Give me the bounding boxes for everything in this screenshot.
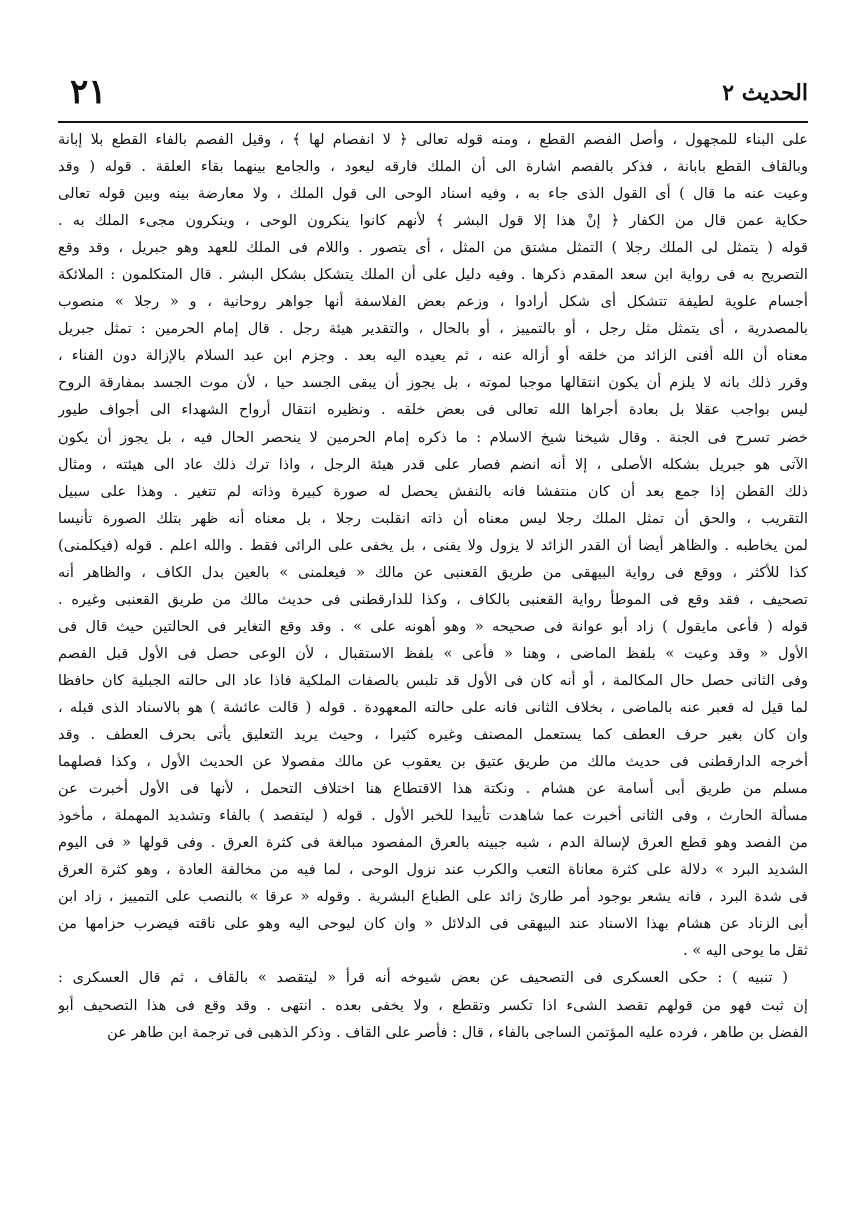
commentary-text [58, 126, 808, 1046]
text-line: أخرجه الدارقطنى فى حديث مالك من طريق عتيق بن يعقوب عن مالك مفصولا عن الحديث الأول ، وكذا فصلهما [58, 753, 808, 771]
text-line: التصريح به فى رواية ابن سعد المقدم ذكرها . وفيه دليل على أن الملك يتشكل بشكل البشر . قال المتكلمون : الملائكة [58, 266, 808, 284]
page-number: ٢١ [70, 72, 107, 112]
text-line: قوله ( فأعى مايقول ) زاد أبو عوانة فى صحيحه « وهو أهونه على » . وقد وقع التغاير فى الحالتين حيث قال فى [58, 617, 808, 635]
text-line: لما قيل له فعبر عنه بالماضى ، بخلاف الثانى فانه على حالته المعهودة . قوله ( قالت عائشة ) هو بالاسناد الذى قبله ، [58, 698, 808, 716]
text-line: بالمصدرية ، أى يتمثل مثل رجل ، أو بالتمييز ، أو بالحال ، والتقدير هيئة رجل . قال إمام الحرمين : تمثل جبريل [58, 320, 808, 338]
text-line: قوله ( يتمثل لى الملك رجلا ) التمثل مشتق من المثل ، أى يتصور . واللام فى الملك للعهد وهو جبريل ، وقد وقع [58, 239, 808, 257]
text-line: وبالقاف القطع بابانة ، فذكر بالفصم اشارة الى أن الملك فارقه ليعود ، والجامع بينهما بقاء العلقة . قوله ( وقد [58, 158, 808, 176]
text-line: حكاية عمن قال من الكفار ﴿ إنْ هذا إلا قول البشر ﴾ لأنهم كانوا ينكرون الوحى ، وينكرون مجىء الملك به . [58, 212, 808, 230]
text-line: الفضل بن طاهر ، فرده عليه المؤتمن الساجى بالفاء ، قال : فأصر على القاف . وذكر الذهبى فى ترجمة ابن طاهر عن [107, 1023, 808, 1041]
text-line: فى شدة البرد ، فانه يشعر بوجود أمر طارئ زائد على الطباع البشرية . وقوله « عرقا » بالنصب على التمييز ، زاد ابن [58, 888, 808, 906]
text-line: تصحيف ، فقد وقع فى الموطأ رواية القعنبى بالكاف ، وكذا للدارقطنى فى حديث مالك من طريق القعنبى وغيره . [58, 590, 808, 608]
text-line: أجسام علوية لطيفة تتشكل أى شكل أرادوا ، وزعم بعض الفلاسفة أنها جواهر روحانية ، و « رجلا » منصوب [58, 293, 808, 311]
text-line: الأول « وقد وعيت » بلفظ الماضى ، وهنا « فأعى » بلفظ الاستقبال ، لأن الوعى حصل فى الأول قبل الفصم [58, 644, 808, 662]
text-line: مسألة الحارث ، وفى الثانى أخبرت عما شاهدت تأييدا للخبر الأول . قوله ( ليتفصد ) بالفاء وتشديد المهملة ، مأخوذ [58, 807, 808, 825]
text-line: مسلم من طريق أبى أسامة عن هشام . ونكتة هذا الاقتطاع هنا اختلاف التحمل ، لأنها فى الأول أخبرت عن [58, 780, 808, 798]
text-line: على البناء للمجهول ، وأصل الفصم القطع ، ومنه قوله تعالى ﴿ لا انفصام لها ﴾ ، وقيل الفصم بالفاء القطع بلا إبانة [58, 131, 808, 148]
text-line: وقرر ذلك بانه لا يلزم أن يكون انتقالها موجبا لموته ، بل يجوز أن يبقى الجسد حيا ، لأن موت الجسد بمفارقة الروح [58, 374, 808, 392]
text-line: كذا للأكثر ، ووقع فى رواية البيهقى من طريق القعنبى عن مالك « فيعلمنى » بالعين بدل الكاف ، والظاهر أنه [58, 563, 808, 581]
text-line: التقريب ، والحق أن تمثل الملك رجلا ليس معناه أن ذاته انقلبت رجلا ، بل معناه أنه ظهر بتلك الصورة تأنيسا [58, 509, 808, 527]
text-line: ثقل ما يوحى اليه » . [682, 942, 808, 960]
text-line: ( تنبيه ) : حكى العسكرى فى التصحيف عن بعض شيوخه أنه قرأ « ليتقصد » بالقاف ، ثم قال العسكرى : [58, 969, 788, 987]
header-rule [58, 121, 808, 123]
text-line: ليس بواجب عقلا بل بعادة أجراها الله تعالى فى بعض خلقه . ونظيره انتقال أرواح الشهداء الى أجواف طيور [58, 401, 808, 419]
text-line: ذلك القطن إذا جمع بعد أن كان منتفشا فانه بالنفش يحصل له صورة كبيرة وذاته لم تتغير . وهذا على سبيل [58, 482, 808, 500]
text-line: أبى الزناد عن هشام بهذا الاسناد عند البيهقى فى الدلائل « وان كان ليوحى اليه وهو على ناقته فيضرب حزامها من [58, 915, 808, 933]
text-line: وعيت عنه ما قال ) أى القول الذى جاء به ، وفيه اسناد الوحى الى قول الملك ، ولا معارضة بينه وبين قوله تعالى [58, 185, 808, 203]
text-line: لمن يخاطبه . والظاهر أيضا أن القدر الزائد لا يزول ولا يفنى ، بل يخفى على الرائى فقط . والله اعلم . قوله (فيكلمنى) [58, 536, 808, 554]
text-line: الآتى هو جبريل بشكله الأصلى ، إلا أنه انضم فصار على قدر هيئة الرجل ، واذا ترك ذلك عاد الى هيئته ، ومثال [58, 455, 808, 473]
text-line: الشديد البرد » دلالة على كثرة معاناة التعب والكرب عند نزول الوحى ، لما فيه من مخالفة العادة ، وهو كثرة العرق [58, 861, 808, 879]
section-title: الحديث ٢ [722, 80, 808, 106]
text-line: وفى الثانى حصل حال المكالمة ، أو أنه كان فى الأول قد تلبس بالصفات الملكية فاذا عاد الى حالته الجبلية كان حافظا [58, 671, 808, 689]
text-line: خضر تسرح فى الجنة . وقال شيخنا شيخ الاسلام : ما ذكره إمام الحرمين لا ينحصر الحال فيه ، بل يجوز أن يكون [58, 428, 808, 446]
text-line: معناه أن الله أفنى الزائد من خلقه أو أزاله عنه ، ثم يعيده اليه بعد . وجزم ابن عبد السلام بالإزالة دون الفناء ، [58, 347, 808, 365]
text-line: إن ثبت فهو من قولهم تقصد الشىء اذا تكسر وتقطع ، ولا يخفى بعده . انتهى . وقد وقع فى هذا التصحيف أبو [58, 996, 808, 1014]
text-line: من الفصد وهو قطع العرق لإسالة الدم ، شبه جبينه بالعرق المفصود مبالغة فى كثرة العرق . وفى قولها « فى اليوم [58, 834, 808, 852]
text-line: وان كان بغير حرف العطف كما يستعمل المصنف وغيره كثيرا ، وحيث يريد التعليق يأتى بحرف العطف . وقد [58, 726, 808, 744]
running-header [58, 72, 808, 118]
